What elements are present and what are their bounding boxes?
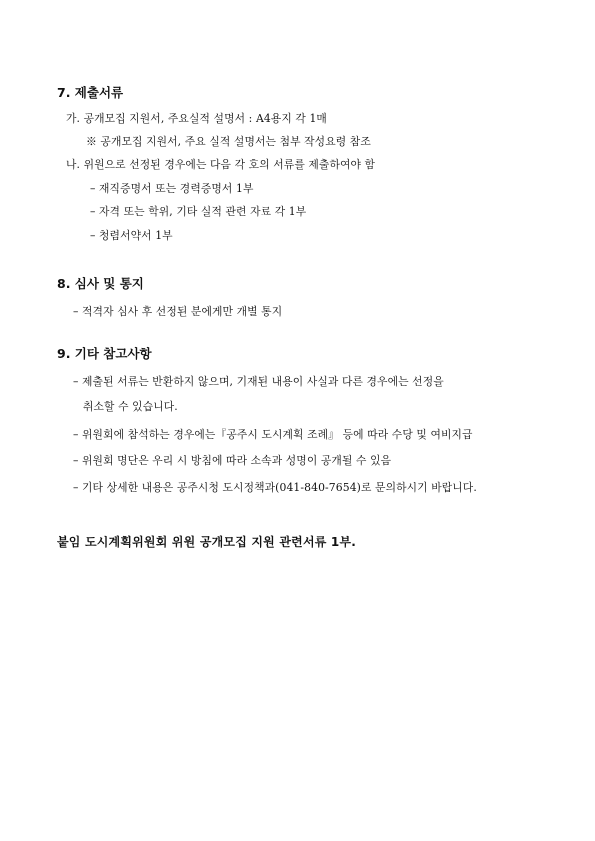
section-9-item-1-cont: 취소할 수 있습니다. bbox=[83, 400, 178, 413]
section-8-item-1: – 적격자 심사 후 선정된 분에게만 개별 통지 bbox=[73, 305, 283, 318]
section-7-note: ※ 공개모집 지원서, 주요 실적 설명서는 첨부 작성요령 참조 bbox=[86, 135, 371, 148]
section-7-item-na: 나. 위원으로 선정된 경우에는 다음 각 호의 서류를 제출하여야 함 bbox=[66, 158, 376, 171]
attachment-line: 붙임 도시계획위원회 위원 공개모집 지원 관련서류 1부. bbox=[57, 535, 357, 549]
section-9-item-3: – 위원회 명단은 우리 시 방침에 따라 소속과 성명이 공개될 수 있음 bbox=[73, 454, 392, 467]
section-9-item-2: – 위원회에 참석하는 경우에는『공주시 도시계획 조례』 등에 따라 수당 및 여비지급 bbox=[73, 428, 473, 441]
section-7-subitem-3: – 청렴서약서 1부 bbox=[90, 229, 173, 242]
section-8-heading: 8. 심사 및 통지 bbox=[57, 276, 144, 291]
section-7-subitem-2: – 자격 또는 학위, 기타 실적 관련 자료 각 1부 bbox=[90, 205, 307, 218]
section-7-item-ga: 가. 공개모집 지원서, 주요실적 설명서 : A4용지 각 1매 bbox=[66, 112, 327, 125]
section-7-subitem-1: – 재직증명서 또는 경력증명서 1부 bbox=[90, 182, 254, 195]
section-9-heading: 9. 기타 참고사항 bbox=[57, 346, 152, 361]
section-9-item-4: – 기타 상세한 내용은 공주시청 도시정책과(041-840-7654)로 문의하시기 바랍니다. bbox=[73, 481, 477, 494]
section-7-heading: 7. 제출서류 bbox=[57, 85, 124, 100]
section-9-item-1: – 제출된 서류는 반환하지 않으며, 기재된 내용이 사실과 다른 경우에는 선정을 bbox=[73, 375, 444, 388]
